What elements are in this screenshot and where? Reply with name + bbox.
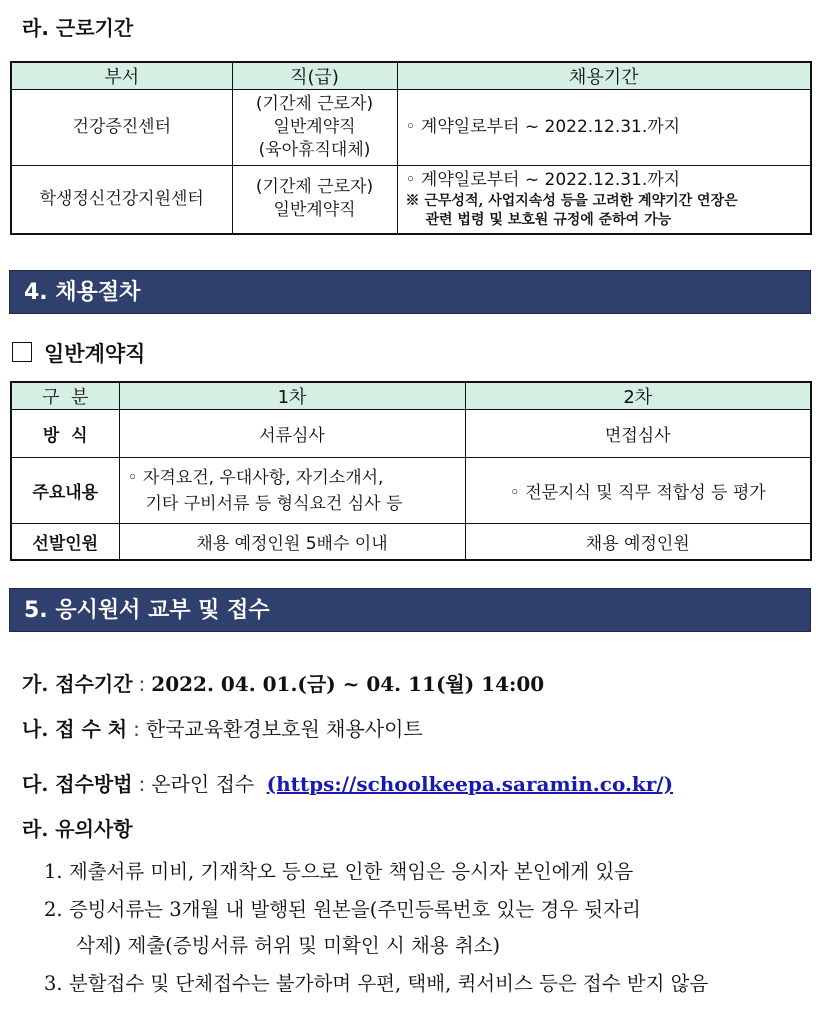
period-cell: ◦ 계약일로부터 ~ 2022.12.31.까지 bbox=[397, 90, 811, 166]
header-category: 구 분 bbox=[11, 382, 119, 410]
position-line: (기간제 근로자) bbox=[255, 177, 374, 198]
table-header-row bbox=[11, 382, 811, 410]
apply-place-value: 한국교육환경보호원 채용사이트 bbox=[145, 717, 423, 741]
first-cell: 채용 예정인원 5배수 이내 bbox=[119, 524, 465, 560]
item-number: 2. bbox=[44, 898, 63, 921]
checkbox-square-icon bbox=[12, 342, 32, 362]
caution-label: 라. 유의사항 bbox=[22, 817, 133, 841]
section-ra-title: 라. 근로기간 bbox=[22, 16, 134, 40]
apply-period-value: 2022. 04. 01.(금) ~ 04. 11(월) 14:00 bbox=[151, 672, 545, 696]
general-contract-title: 일반계약직 bbox=[44, 341, 146, 366]
position-cell bbox=[232, 90, 397, 166]
section5-banner: 5. 응시원서 교부 및 접수 bbox=[9, 588, 811, 632]
list-item-continuation: 삭제) 제출(증빙서류 허위 및 미확인 시 채용 취소) bbox=[76, 934, 501, 957]
caution-title bbox=[22, 813, 133, 842]
header-second: 2차 bbox=[465, 382, 811, 410]
extension-note bbox=[406, 192, 811, 211]
note-line-1: 근무성적, 사업지속성 등을 고려한 계약기간 연장은 bbox=[424, 192, 738, 209]
colon: : bbox=[138, 772, 146, 796]
content-line-1: ◦ 자격요건, 우대사항, 자기소개서, bbox=[127, 467, 384, 488]
position-line: 일반계약직 bbox=[273, 200, 356, 221]
apply-period-line bbox=[22, 668, 544, 697]
position-line: 일반계약직 bbox=[273, 117, 356, 137]
first-cell: 서류심사 bbox=[119, 410, 465, 458]
header-period: 채용기간 bbox=[397, 62, 811, 90]
apply-place-label: 나. 접 수 처 bbox=[22, 717, 128, 741]
apply-method-label: 다. 접수방법 bbox=[22, 772, 133, 796]
procedure-table bbox=[10, 381, 812, 561]
period-cell bbox=[397, 166, 811, 234]
table-header-row bbox=[11, 62, 811, 90]
apply-method-line bbox=[22, 768, 673, 797]
header-dept: 부서 bbox=[11, 62, 232, 90]
work-period-table bbox=[10, 61, 812, 235]
position-cell bbox=[232, 166, 397, 234]
list-item bbox=[44, 968, 814, 996]
table-row bbox=[11, 524, 811, 560]
item-number: 1. bbox=[44, 860, 63, 883]
apply-place-line bbox=[22, 713, 423, 742]
content-line-2: 기타 구비서류 등 형식요건 심사 등 bbox=[145, 493, 403, 514]
note-line-2: 관련 법령 및 보호원 규정에 준하여 가능 bbox=[425, 211, 672, 228]
first-cell bbox=[119, 458, 465, 524]
table-row bbox=[11, 410, 811, 458]
item-text: 분할접수 및 단체접수는 불가하며 우편, 택배, 퀵서비스 등은 접수 받지 않음 bbox=[68, 972, 709, 995]
item-text: 증빙서류는 3개월 내 발행된 원본을(주민등록번호 있는 경우 뒷자리 bbox=[68, 898, 641, 921]
header-position: 직(급) bbox=[232, 62, 397, 90]
recruit-site-link[interactable]: (https://schoolkeepa.saramin.co.kr/) bbox=[266, 772, 674, 796]
second-cell: 채용 예정인원 bbox=[465, 524, 811, 560]
second-cell: 면접심사 bbox=[465, 410, 811, 458]
second-cell: ◦ 전문지식 및 직무 적합성 등 평가 bbox=[465, 458, 811, 524]
row-label-selection: 선발인원 bbox=[11, 524, 119, 560]
row-label-method: 방 식 bbox=[11, 410, 119, 458]
list-item bbox=[44, 894, 814, 922]
position-line: (기간제 근로자) bbox=[255, 94, 374, 114]
dept-cell: 학생정신건강지원센터 bbox=[11, 166, 232, 234]
header-first: 1차 bbox=[119, 382, 465, 410]
table-row bbox=[11, 90, 811, 166]
dept-cell: 건강증진센터 bbox=[11, 90, 232, 166]
row-label-content: 주요내용 bbox=[11, 458, 119, 524]
item-text: 제출서류 미비, 기재착오 등으로 인한 책임은 응시자 본인에게 있음 bbox=[68, 860, 634, 883]
position-line: (육아휴직대체) bbox=[258, 140, 371, 160]
table-row bbox=[11, 458, 811, 524]
colon: : bbox=[133, 717, 140, 741]
note-mark: ※ bbox=[405, 192, 420, 209]
apply-period-label: 가. 접수기간 bbox=[22, 672, 133, 696]
period-line: ◦ 계약일로부터 ~ 2022.12.31.까지 bbox=[405, 169, 681, 190]
table-row bbox=[11, 166, 811, 234]
list-item bbox=[44, 856, 814, 884]
item-number: 3. bbox=[44, 972, 63, 995]
colon: : bbox=[138, 672, 146, 696]
section4-banner: 4. 채용절차 bbox=[9, 270, 811, 314]
apply-method-value: 온라인 접수 bbox=[151, 772, 255, 796]
